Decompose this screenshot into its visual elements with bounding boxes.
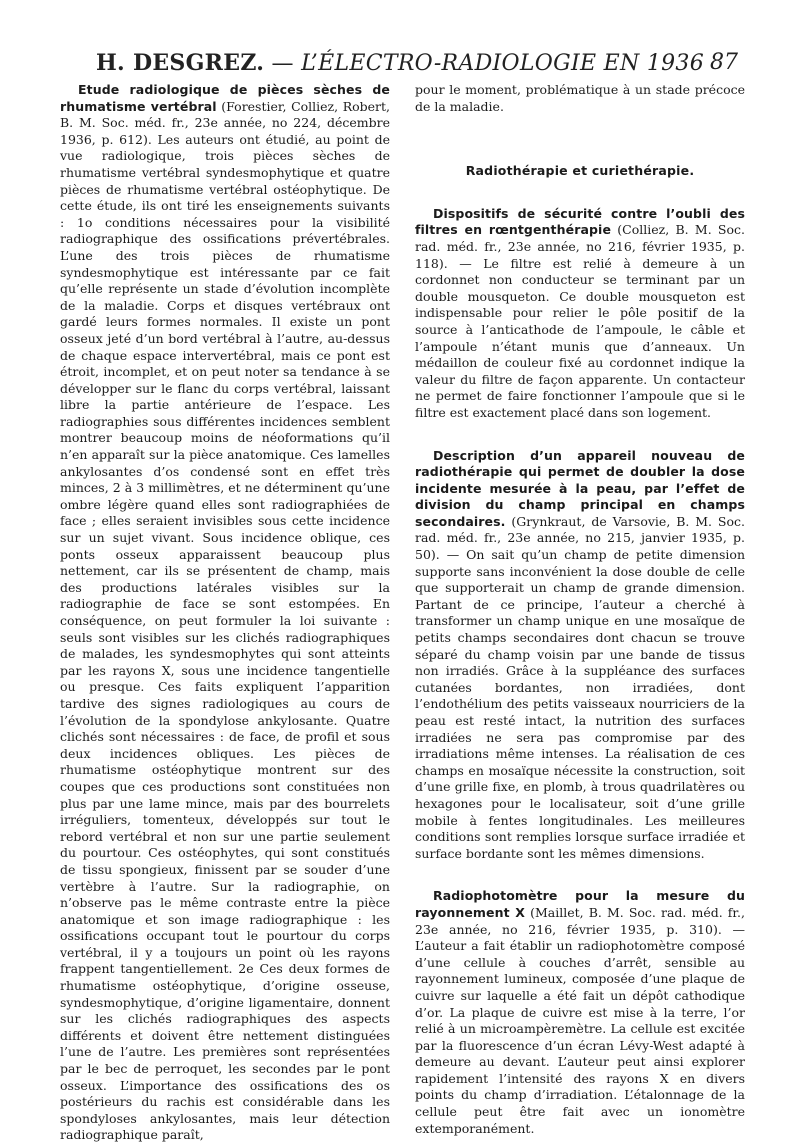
running-title-separator: —: [264, 51, 302, 76]
article-body: (Forestier, Colliez, Robert, B. M. Soc. méd. fr., 23e année, no 224, décembre 1936, p. 612). Les auteurs ont étudié, au point de vue radiologique, trois pièces sèches de rhumatisme vertébral syndesmophytique et quatre pièces de rhumatisme vertébral ostéophytique. De cette étude, ils ont tiré les enseignements suivants : 1o conditions nécessaires pour la visibilité radiographique des ossifications prévertébrales. L’une des trois pièces de rhumatisme syndesmophytique est intéressante par ce fait qu’elle représente un stade d’évolution incomplète de la maladie. Corps et disques vertébraux ont gardé leurs formes normales. Il existe un pont osseux jeté d’un bord vertébral à l’autre, au-dessus de chaque espace intervertébral, mais ce pont est étroit, incomplet, et on peut noter sa tendance à se développer sur le flanc du corps vertébral, laissant libre la partie antérieure de l’espace. Les radiographies sous différentes incidences semblent montrer beaucoup moins de néoformations qu’il n’en apparaît sur la pièce anatomique. Ces lamelles ankylosantes d’os condensé sont en effet très minces, 2 à 3 millimètres, et ne déterminent qu’une ombre légère quand elles sont radiographiées de face ; elles seraient invisibles sous cette incidence sur un sujet vivant. Sous incidence oblique, ces ponts osseux apparaissent beaucoup plus nettement, car ils se présentent de champ, mais des productions latérales visibles sur la radiographie de face se sont estompées. En conséquence, on peut formuler la loi suivante : seuls sont visibles sur les clichés radiographiques de malades, les syndesmophytes qui sont atteints par les rayons X, sous une incidence tangentielle ou presque. Ces faits expliquent l’apparition tardive des signes radiologiques au cours de l’évolution de la spondylose ankylosante. Quatre clichés sont nécessaires : de face, de profil et sous deux incidences obliques. Les pièces de rhumatisme ostéophytique montrent sur des coupes que ces productions sont constituées non plus par une lame mince, mais par des bourrelets irréguliers, tomenteux, développés sur tout le rebord vertébral et non sur une partie seulement du pourtour. Ces ostéophytes, qui sont constitués de tissu spongieux, finissent par se souder d’une vertèbre à l’autre. Sur la radiographie, on n’observe pas le même contraste entre la pièce anatomique et son image radiographique : les ossifications occupant tout le pourtour du corps vertébral, il y a toujours un point où les rayons frappent tangentiellement. 2e Ces deux formes de rhumatisme ostéophytique, d’origine osseuse, syndesmophytique, d’origine ligamentaire, donnent sur les clichés radiographiques des aspects différents et doivent être nettement distinguées l’une de l’autre. Les premières sont représentées par le bec de perroquet, les secondes par le pont osseux. L’importance des ossifications des os postérieurs du rachis est considérable dans les spondyloses ankylosantes, mais leur détection radiographique paraît,: [60, 98, 391, 1143]
running-title: [0, 50, 800, 76]
article-body: (Grynkraut, de Varsovie, B. M. Soc. rad. méd. fr., 23e année, no 215, janvier 1935, p. 50). — On sait qu’un champ de petite dimension supporte sans inconvénient la dose double de celle que supporterait un champ de grande dimension. Partant de ce principe, l’auteur a cherché à transformer un champ unique en une mosaïque de petits champs secondaires dont chacun se trouve séparé du champ voisin par une bande de tissus non irradiés. Grâce à la suppléance des surfaces cutanées bordantes, non irradiées, dont l’endothélium des petits vaisseaux nourriciers de la peau est resté intact, la nutrition des surfaces irradiées ne sera pas compromise par des irradiations même intenses. La réalisation de ces champs en mosaïque nécessite la construction, soit d’une grille fixe, en plomb, à trous quadrilatères ou hexagones pour le localisateur, soit d’une grille mobile à fentes longitudinales. Les meilleures conditions sont remplies lorsque surface irradiée et surface bordante sont les mêmes dimensions.: [415, 513, 745, 861]
article-radiotherapy-apparatus: [415, 448, 745, 863]
spacer: [415, 862, 745, 888]
article-title: Dispositifs de sécurité contre l’oubli des filtres en rœntgenthérapie: [415, 205, 745, 238]
article-body: (Maillet, B. M. Soc. rad. méd. fr., 23e année, no 216, février 1935, p. 310). — L’auteur a fait établir un radiophotomètre composé d’une cellule à couches d’arrêt, sensible au rayonnement lumineux, composée d’une plaque de cuivre sur laquelle a été fait un dépôt cathodique d’or. La plaque de cuivre est mise à la terre, l’or relié à un microampèremètre. La cellule est excitée par la fluorescence d’un écran Lévy-West adapté à demeure au devant. L’auteur peut ainsi explorer rapidement l’intensité des rayons X en divers points du champ d’irradiation. L’étalonnage de la cellule peut être fait avec un ionomètre extemporanément.: [415, 904, 745, 1136]
page-number: 87: [710, 50, 738, 75]
section-heading: Radiothérapie et curiethérapie.: [465, 163, 695, 179]
article-continuation: pour le moment, problématique à un stade précoce de la maladie.: [415, 82, 745, 114]
left-column: [60, 82, 390, 1144]
article-radiophotometer: [415, 888, 745, 1137]
article-filter-safety: [415, 206, 745, 422]
article-title: Etude radiologique de pièces sèches de rhumatisme vertébral: [60, 82, 390, 114]
article-title: Radiophotomètre pour la mesure du rayonnement X: [415, 888, 745, 920]
page-header: [0, 50, 800, 80]
running-title-subject: L’ÉLECTRO-RADIOLOGIE EN 1936: [301, 51, 705, 76]
right-column: [415, 82, 745, 1137]
article-vertebral-rheumatism: [60, 82, 390, 1144]
running-title-author: H. DESGREZ.: [95, 50, 265, 76]
spacer: [415, 422, 745, 448]
article-title: Description d’un appareil nouveau de radiothérapie qui permet de doubler la dose incidente mesurée à la peau, par l’effet de division du champ principal en champs secondaires.: [415, 447, 745, 529]
article-body: (Colliez, B. M. Soc. rad. méd. fr., 23e année, no 216, février 1935, p. 118). — Le filtre est relié à demeure à un cordonnet non conducteur se terminant par un double mousqueton. Ce double mousqueton est indispensable pour relier le pôle positif de la source à l’anticathode de l’ampoule, le câble et l’ampoule n’étant munis que d’anneaux. Un médaillon de couleur fixé au cordonnet indique la valeur du filtre de façon apparente. Un contacteur ne permet de faire fonctionner l’ampoule que si le filtre est exactement placé dans son logement.: [415, 222, 745, 420]
